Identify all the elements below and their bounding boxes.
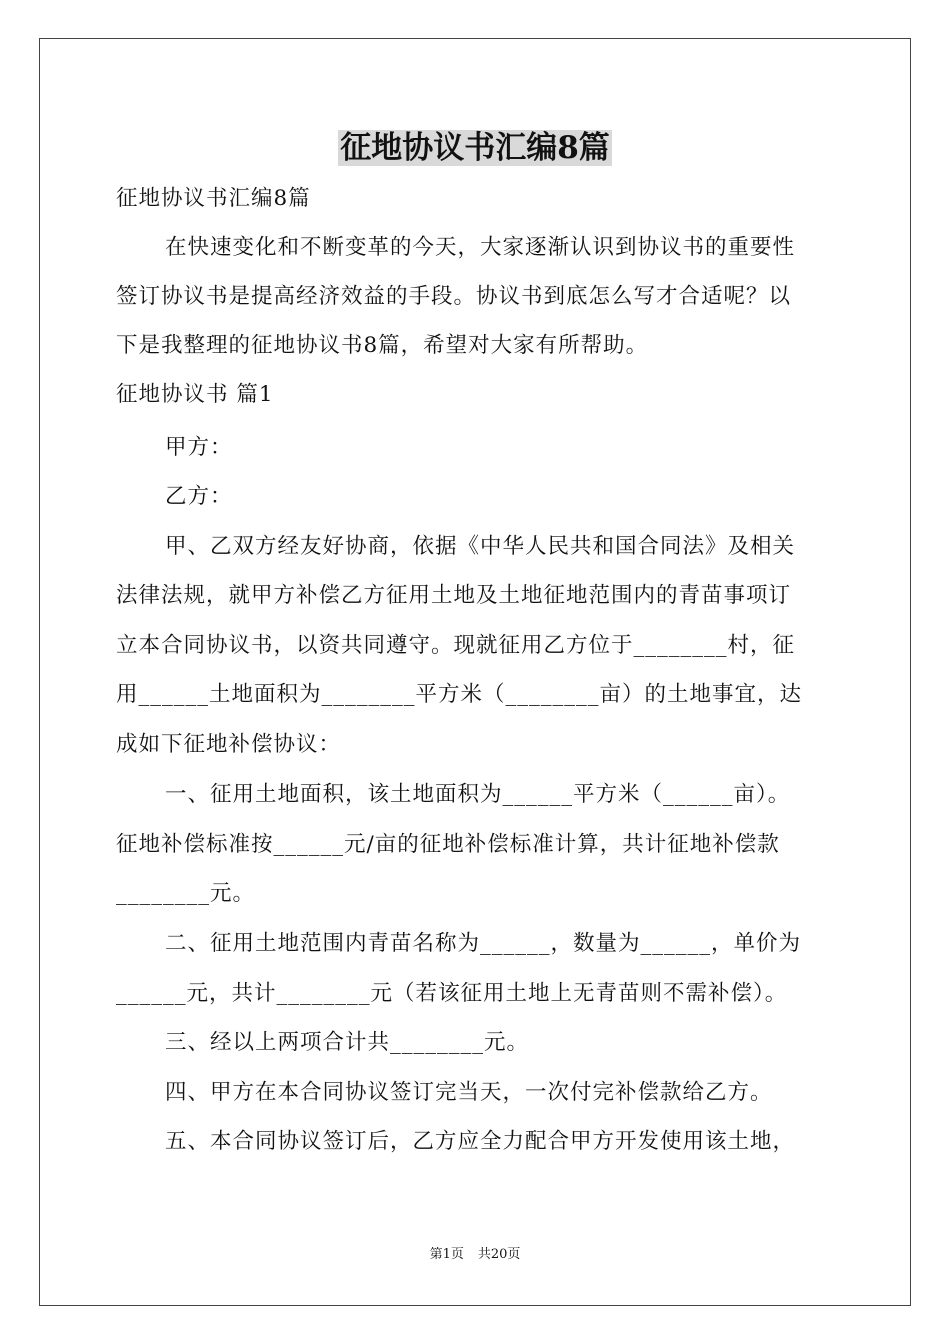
paragraph-line: 立本合同协议书，以资共同遵守。现就征用乙方位于________村，征 xyxy=(116,633,796,658)
clause-line: ________元。 xyxy=(116,881,256,906)
clause-line: 三、经以上两项合计共________元。 xyxy=(165,1030,530,1055)
document-title-text: 征地协议书汇编8篇 xyxy=(340,130,610,166)
page-footer xyxy=(0,1246,950,1264)
paragraph-line: 在快速变化和不断变革的今天，大家逐渐认识到协议书的重要性 xyxy=(165,235,796,260)
clause-line: 四、甲方在本合同协议签订完当天，一次付完补偿款给乙方。 xyxy=(165,1080,773,1105)
section-heading: 征地协议书 篇1 xyxy=(116,382,274,407)
paragraph-line: 用______土地面积为________平方米（________亩）的土地事宜，达 xyxy=(116,682,803,707)
paragraph-line: 法律法规，就甲方补偿乙方征用土地及土地征地范围内的青苗事项订 xyxy=(116,583,792,608)
page-number: 第1页 xyxy=(429,1247,464,1262)
paragraph-line: 下是我整理的征地协议书8篇，希望对大家有所帮助。 xyxy=(116,333,649,358)
page-border xyxy=(39,38,911,1306)
party-b-line: 乙方： xyxy=(165,484,233,509)
clause-line: 征地补偿标准按______元/亩的征地补偿标准计算，共计征地补偿款 xyxy=(116,832,780,857)
party-a-line: 甲方： xyxy=(165,435,233,460)
clause-line: ______元，共计________元（若该征用土地上无青苗则不需补偿）。 xyxy=(116,981,788,1006)
subtitle-line: 征地协议书汇编8篇 xyxy=(116,186,311,211)
clause-line: 二、征用土地范围内青苗名称为______，数量为______，单价为 xyxy=(165,931,802,956)
paragraph-line: 成如下征地补偿协议： xyxy=(116,732,342,757)
document-title xyxy=(0,126,950,170)
paragraph-line: 甲、乙双方经友好协商，依据《中华人民共和国合同法》及相关 xyxy=(165,534,796,559)
paragraph-line: 签订协议书是提高经济效益的手段。协议书到底怎么写才合适呢？以 xyxy=(116,284,792,309)
page-total: 共20页 xyxy=(477,1247,521,1262)
clause-line: 五、本合同协议签订后，乙方应全力配合甲方开发使用该土地， xyxy=(165,1129,796,1154)
clause-line: 一、征用土地面积，该土地面积为______平方米（______亩）。 xyxy=(165,782,791,807)
